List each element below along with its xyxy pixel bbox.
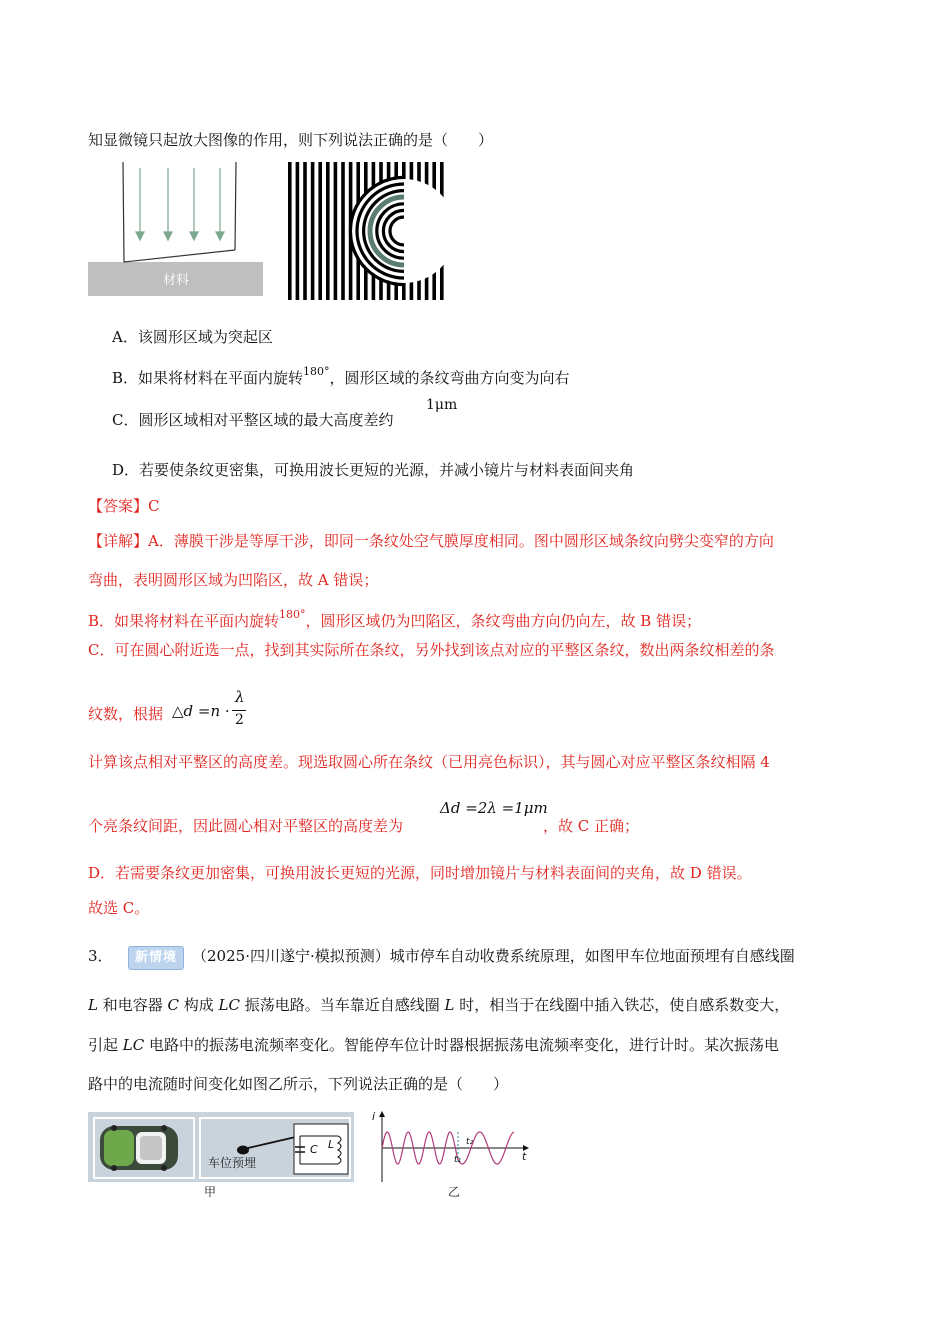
formula-lhs: △d =n ·	[172, 702, 230, 720]
glass-bottom-edge	[124, 250, 235, 262]
option-c-value: 1μm	[426, 397, 458, 413]
formula-denominator: 2	[235, 712, 244, 728]
fringe-stripe	[318, 162, 322, 300]
option-b-text-end: ，圆形区域的条纹弯曲方向变为向右	[329, 369, 570, 387]
detail-line-9: D．若需要条纹更加密集，可换用波长更短的光源，同时增加镜片与材料表面间的夹角，故 D 错误。	[88, 864, 752, 882]
fig-yi-caption: 乙	[447, 1185, 461, 1199]
detail-label: 【详解】	[88, 532, 149, 550]
detail-line-6: 计算该点相对平整区的高度差。现选取圆心所在条纹（已用亮色标识），其与圆心对应平整区条纹相隔 4	[88, 753, 770, 771]
detail-line-3	[88, 605, 701, 631]
interference-fringes	[286, 162, 448, 300]
car-icon	[100, 1125, 178, 1171]
coil-marker	[237, 1146, 249, 1155]
new-context-badge: 新情境	[128, 946, 184, 970]
q3-line-1	[88, 946, 795, 970]
q3-text-1: （2025·四川遂宁·模拟预测）城市停车自动收费系统原理，如图甲车位地面预埋有自感线圈	[192, 947, 795, 965]
t1-label: t₁	[454, 1155, 462, 1165]
capacitor-label: C	[310, 1143, 318, 1156]
wedge-left-edge	[123, 162, 124, 262]
detail-line-2: 弯曲，表明圆形区域为凹陷区，故 A 错误；	[88, 571, 379, 589]
q3-line-2: L 和电容器 C 构成 LC 振荡电路。当车靠近自感线圈 L 时，相当于在线圈中插入铁芯，使自感系数变大，	[88, 996, 790, 1014]
question-stem-tail: 知显微镜只起放大图像的作用，则下列说法正确的是（ ）	[88, 131, 494, 149]
option-a[interactable]: A．该圆形区域为突起区	[112, 328, 273, 346]
option-b-text: B．如果将材料在平面内旋转	[112, 369, 304, 387]
fringe-stripe	[296, 162, 300, 300]
material-label: 材料	[162, 273, 190, 288]
q3-line-4: 路中的电流随时间变化如图乙所示，下列说法正确的是（ ）	[88, 1075, 509, 1093]
detail-line-10: 故选 C。	[88, 899, 150, 917]
fringe-stripe	[288, 162, 292, 300]
fig-jia-caption: 甲	[203, 1185, 217, 1199]
current-time-graph	[370, 1110, 535, 1200]
parking-lc-diagram	[88, 1112, 358, 1202]
t2-label: t₂	[466, 1137, 474, 1147]
fringe-stripe	[341, 162, 345, 300]
detail-line-1	[88, 531, 774, 551]
wedge-diagram	[88, 162, 266, 298]
detail-text-1: A．薄膜干涉是等厚干涉，即同一条纹处空气膜厚度相同。图中圆形区域条纹向劈尖变窄的方向	[148, 532, 774, 550]
fraction-bar	[232, 710, 246, 711]
inductor-label: L	[328, 1138, 335, 1151]
detail-line-4: C．可在圆心附近选一点，找到其实际所在条纹，另外找到该点对应的平整区条纹，数出两条纹相差的条	[88, 641, 775, 659]
option-c-text: C．圆形区域相对平整区域的最大高度差约	[112, 411, 394, 429]
detail-line-8: 个亮条纹间距，因此圆心相对平整区的高度差为	[88, 817, 404, 835]
light-rays	[136, 168, 224, 240]
t-axis-label: t	[522, 1150, 527, 1163]
q3-number: 3．	[88, 947, 113, 965]
option-d[interactable]: D．若要使条纹更密集，可换用波长更短的光源，并减小镜片与材料表面间夹角	[112, 461, 635, 479]
detail-b-text-end: ，圆形区域仍为凹陷区，条纹弯曲方向仍向左，故 B 错误；	[305, 612, 702, 630]
formula-height: Δd =2λ =1μm	[440, 799, 548, 817]
option-b-angle: 180°	[303, 365, 330, 378]
fringe-stripe	[311, 162, 315, 300]
detail-line-5: 纹数，根据	[88, 705, 164, 723]
fringe-stripe	[334, 162, 338, 300]
detail-line-8-end: ，故 C 正确；	[543, 817, 640, 835]
i-axis-label: i	[372, 1110, 376, 1123]
q3-line-3: 引起 LC 电路中的振荡电流频率变化。智能停车位计时器根据振荡电流频率变化，进行计时。某次振荡电	[88, 1036, 780, 1054]
fringe-stripe	[326, 162, 330, 300]
answer-line	[88, 496, 160, 516]
detail-b-angle: 180°	[279, 608, 306, 621]
answer-value: C	[148, 497, 160, 515]
wedge-right-edge	[235, 162, 236, 250]
fringe-stripe	[303, 162, 307, 300]
parking-label: 车位预埋	[208, 1156, 257, 1170]
answer-label: 【答案】	[88, 497, 149, 515]
option-b[interactable]	[112, 362, 570, 388]
option-c[interactable]	[112, 410, 393, 430]
formula-numerator: λ	[235, 688, 245, 706]
detail-b-text: B．如果将材料在平面内旋转	[88, 612, 280, 630]
formula-delta-d	[172, 688, 262, 738]
